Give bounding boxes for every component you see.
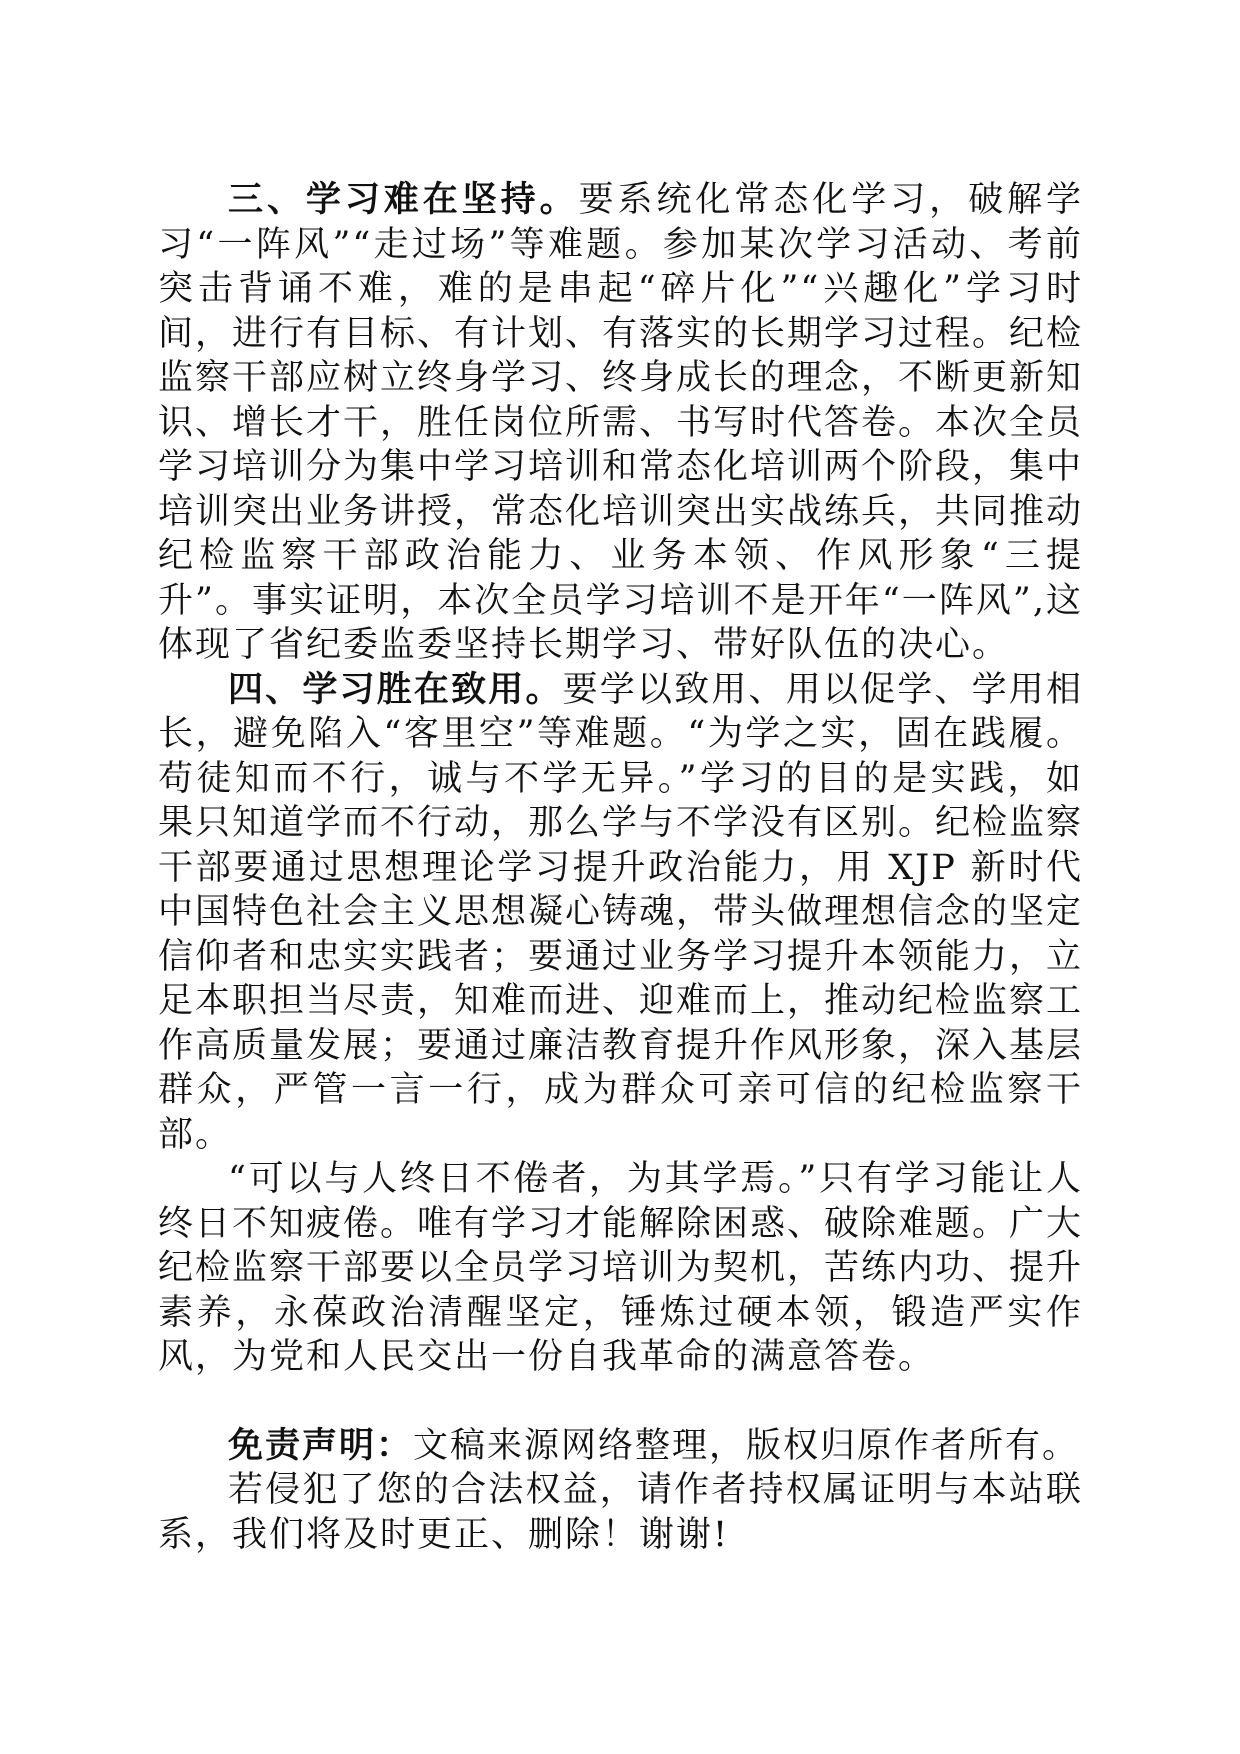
disclaimer-text: 文稿来源网络整理，版权归原作者所有。 (413, 1425, 1080, 1466)
disclaimer-followup: 若侵犯了您的合法权益，请作者持权属证明与本站联系，我们将及时更正、删除！谢谢! (158, 1470, 1083, 1555)
closing-paragraph: “可以与人终日不倦者，为其学焉。”只有学习能让人终日不知疲倦。唯有学习才能解除困惑、破除难题。广大纪检监察干部要以全员学习培训为契机，苦练内功、提升素养，永葆政治清醒坚定，锤炼过硬本领，锻造严实作风，为党和人民交出一份自我革命的满意答卷。 (158, 1159, 1084, 1377)
spacer (158, 1380, 1083, 1424)
section-three-body: 要系统化常态化学习，破解学习“一阵风”“走过场”等难题。参加某次学习活动、考前突击背诵不难，难的是串起“碎片化”“兴趣化”学习时间，进行有目标、有计划、有落实的长期学习过程。纪检监察干部应树立终身学习、终身成长的理念，不断更新知识、增长才干，胜任岗位所需、书写时代答卷。本次全员学习培训分为集中学习培训和常态化培训两个阶段，集中培训突出业务讲授，常态化培训突出实战练兵，共同推动纪检监察干部政治能力、业务本领、作风形象“三提升”。事实证明，本次全员学习培训不是开年“一阵风”,这体现了省纪委监委坚持长期学习、带好队伍的决心。 (158, 180, 1084, 665)
section-four-paragraph (158, 668, 1083, 1158)
disclaimer-label: 免责声明： (228, 1425, 414, 1466)
section-four-body: 要学以致用、用以促学、学用相长，避免陷入“客里空”等难题。“为学之实，固在践履。苟徒知而不行，诚与不学无异。”学习的目的是实践，如果只知道学而不行动，那么学与不学没有区别。纪检监察干部要通过思想理论学习提升政治能力，用 XJP 新时代中国特色社会主义思想凝心铸魂，带头做理想信念的坚定信仰者和忠实实践者；要通过业务学习提升本领能力，立足本职担当尽责，知难而进、迎难而上，推动纪检监察工作高质量发展；要通过廉洁教育提升作风形象，深入基层群众，严管一言一行，成为群众可亲可信的纪检监察干部。 (158, 669, 1084, 1155)
section-four-heading: 四、学习胜在致用。 (228, 669, 563, 710)
disclaimer-paragraph (158, 1424, 1083, 1469)
document-page (158, 178, 1083, 1557)
section-three-paragraph (158, 178, 1083, 668)
section-three-heading: 三、学习难在坚持。 (228, 180, 579, 220)
